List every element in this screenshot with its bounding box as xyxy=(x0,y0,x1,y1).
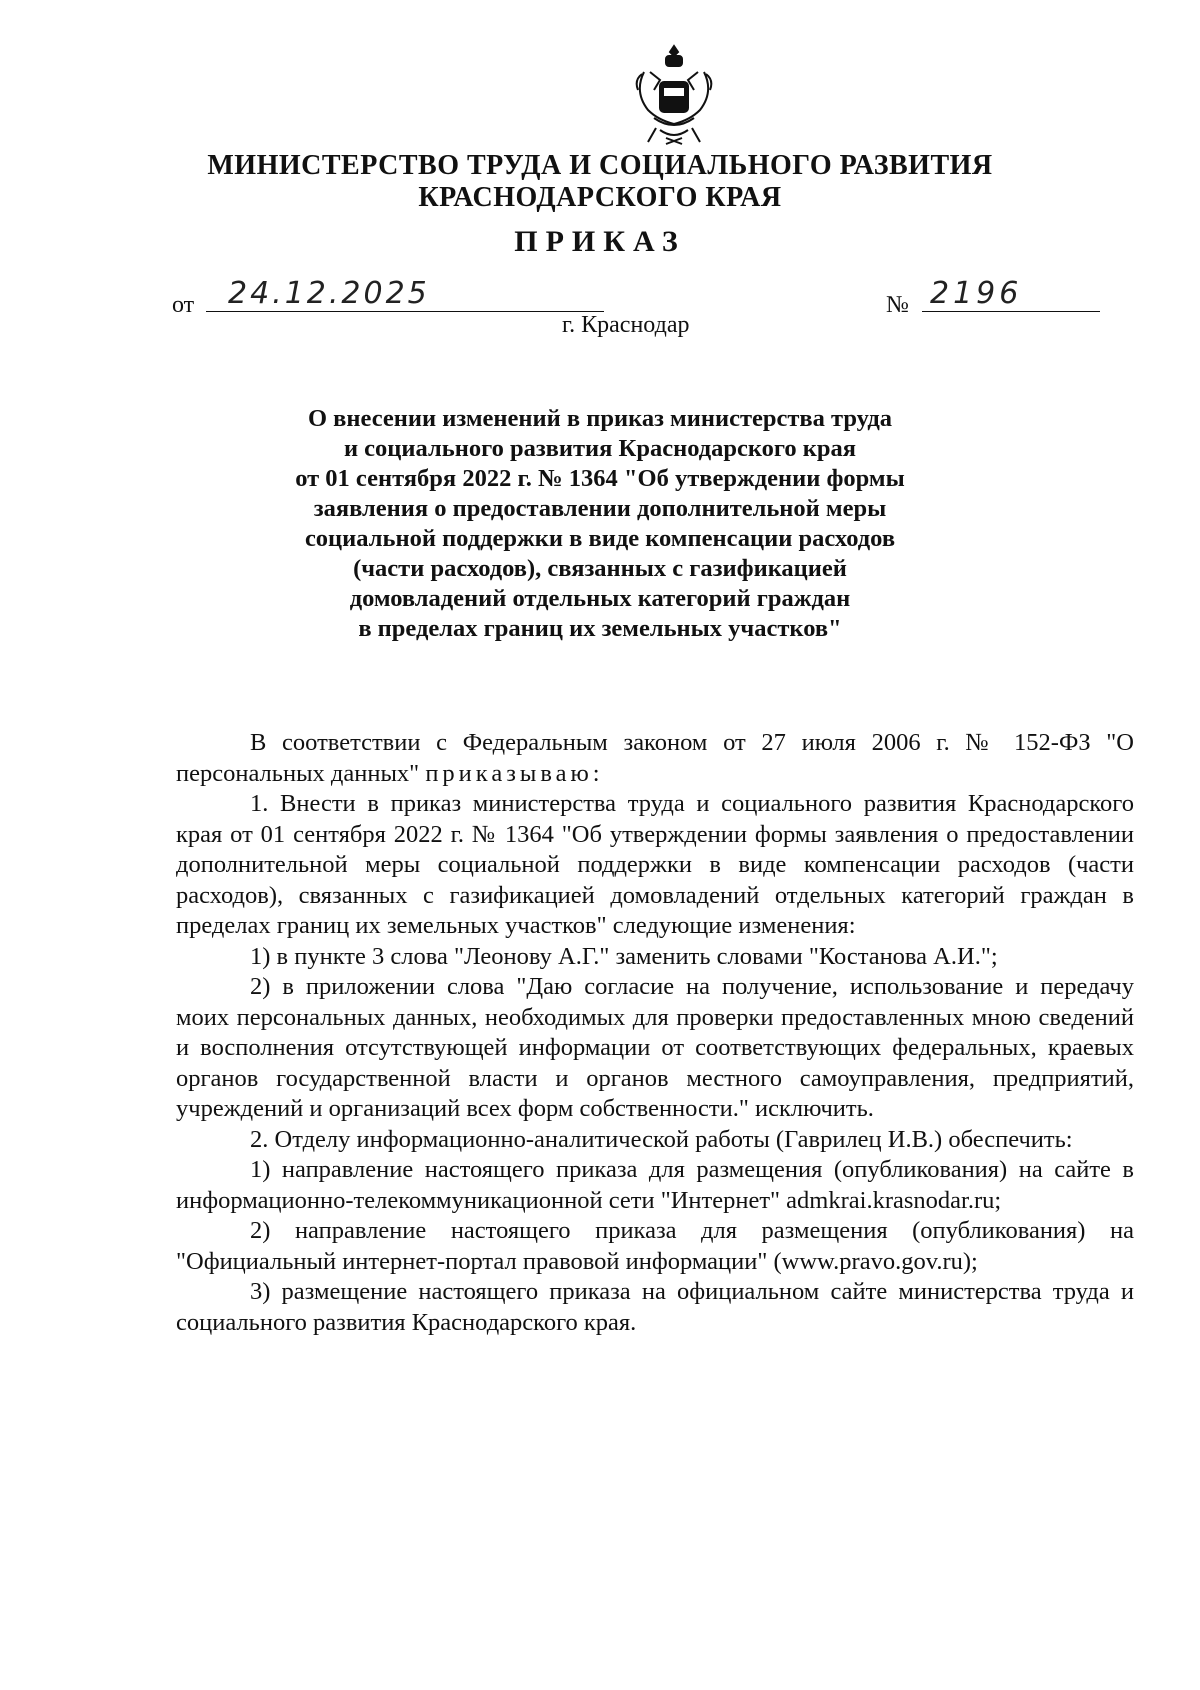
krasnodar-coat-of-arms-emblem xyxy=(630,42,718,150)
order-subject xyxy=(0,404,1200,644)
paragraph-2: 2. Отделу информационно-аналитической работы (Гаврилец И.В.) обеспечить: xyxy=(250,1125,1073,1153)
order-word: приказываю: xyxy=(425,759,604,787)
subject-line: и социального развития Краснодарского края xyxy=(343,435,857,462)
handwritten-number: 2196 xyxy=(922,276,1100,312)
paragraph-1: 1. Внести в приказ министерства труда и социального развития Краснодарского края от 01 сентября 2022 г. № 1364 "Об утверждении формы заявления о предоставлении дополнительной меры социальной поддержки в виде компенсации расходов (части расходов), связанных с газификацией домовладений отдельных категорий граждан в пределах границ их земельных участков" следующие изменения: xyxy=(176,790,1134,939)
number-prefix: № xyxy=(886,292,909,318)
subject-line: О внесении изменений в приказ министерства труда xyxy=(308,405,892,432)
handwritten-date: 24.12.2025 xyxy=(206,276,604,312)
document-type-title: ПРИКАЗ xyxy=(514,225,686,258)
subject-line: социальной поддержки в виде компенсации расходов xyxy=(304,525,896,552)
paragraph-2-item-3: 3) размещение настоящего приказа на официальном сайте министерства труда и социального развития Краснодарского края. xyxy=(176,1278,1134,1336)
city-label: г. Краснодар xyxy=(562,312,690,338)
paragraph-1-item-1: 1) в пункте 3 слова "Леонову А.Г." заменить словами "Костанова А.И."; xyxy=(250,942,998,970)
intro-text: В соответствии с Федеральным законом от 27 июля 2006 г. № 152-ФЗ "О персональных данных" xyxy=(176,729,1134,787)
subject-line: заявления о предоставлении дополнительной меры xyxy=(313,495,887,522)
paragraph-2-item-1: 1) направление настоящего приказа для размещения (опубликования) на сайте в информационно-телекоммуникационной сети "Интернет" admkrai.krasnodar.ru; xyxy=(176,1156,1134,1214)
subject-line: домовладений отдельных категорий граждан xyxy=(349,585,851,612)
order-body xyxy=(176,728,1134,1338)
ministry-name-line-1: МИНИСТЕРСТВО ТРУДА И СОЦИАЛЬНОГО РАЗВИТИЯ xyxy=(207,150,993,181)
subject-line: от 01 сентября 2022 г. № 1364 "Об утверждении формы xyxy=(295,465,905,492)
subject-line: (части расходов), связанных с газификацией xyxy=(353,555,847,582)
ministry-name-line-2: КРАСНОДАРСКОГО КРАЯ xyxy=(418,182,782,213)
paragraph-2-item-2: 2) направление настоящего приказа для размещения (опубликования) на "Официальный интернет-портал правовой информации" (www.pravo.gov.ru); xyxy=(176,1217,1134,1275)
date-prefix: от xyxy=(172,292,195,318)
intro-paragraph xyxy=(176,728,1134,789)
subject-line: в пределах границ их земельных участков" xyxy=(358,615,842,642)
ministry-name xyxy=(0,150,1200,214)
paragraph-1-item-2: 2) в приложении слова "Даю согласие на получение, использование и передачу моих персональных данных, необходимых для проверки предоставленных мною сведений и восполнения отсутствующей информации от соответствующих федеральных, краевых органов государственной власти и органов местного самоуправления, предприятий, учреждений и организаций всех форм собственности." исключить. xyxy=(176,973,1134,1122)
